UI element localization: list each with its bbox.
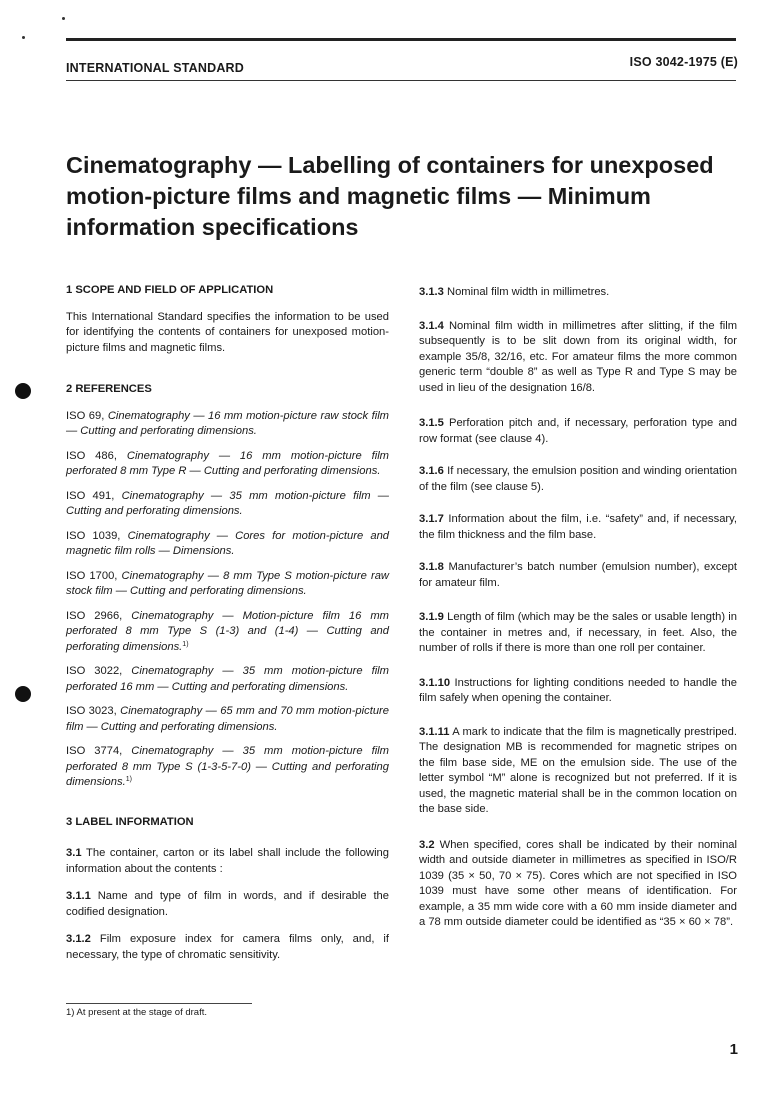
reference-item [66, 489, 389, 520]
clause-text: Nominal film width in millimetres after slitting, if the film subsequently is to be slit down from its original width, for example 35/8, 32/16, etc. For amateur films the more common generic term “double 8” as well as Type R and Type S may be used in lieu of the designation 16/8. [419, 319, 738, 394]
clause-number: 3.1.4 [419, 319, 444, 332]
footnote-rule [66, 1003, 252, 1004]
clause-number: 3.1.8 [419, 561, 444, 573]
clause-number: 3.1.2 [66, 933, 91, 945]
reference-code: ISO 69, [66, 409, 105, 422]
reference-item [66, 704, 389, 735]
reference-item [66, 449, 389, 480]
footnote-marker: 1) [125, 776, 132, 783]
reference-title: Cinematography — 16 mm motion-picture raw stock film — Cutting and perforating dimensions. [66, 409, 389, 437]
section-heading-references: 2 REFERENCES [66, 383, 152, 395]
document-title: Cinematography — Labelling of containers for unexposed motion-picture films and magnetic films — Minimum information specifications [66, 152, 714, 240]
punch-hole-mark [15, 383, 31, 399]
header-rule [66, 80, 736, 81]
clause-text: Nominal film width in millimetres. [447, 286, 610, 298]
footnote: 1) At present at the stage of draft. [66, 1007, 208, 1018]
reference-code: ISO 1039, [66, 529, 121, 542]
footnote-marker: 1) [182, 640, 189, 648]
clause-paragraph [419, 725, 737, 818]
clause-paragraph [66, 932, 389, 963]
reference-code: ISO 1700, [66, 569, 118, 582]
reference-item [66, 529, 389, 560]
reference-code: ISO 3774, [66, 745, 123, 757]
reference-title: Cinematography — 65 mm and 70 mm motion-picture film — Cutting and perforating dimensions. [66, 705, 389, 733]
clause-text: Manufacturer’s batch number (emulsion number), except for amateur film. [419, 561, 737, 589]
reference-title: Cinematography — Cores for motion-picture and magnetic film rolls — Dimensions. [66, 529, 390, 557]
section-heading-label-information: 3 LABEL INFORMATION [66, 815, 194, 828]
reference-item [66, 569, 389, 600]
scan-speck [22, 36, 25, 39]
clause-number: 3.1.11 [419, 725, 450, 738]
reference-title: Cinematography — Motion-picture film 16 mm perforated 8 mm Type S (1-3) and (1-4) — Cutting and perforating dimensions. [66, 609, 389, 653]
clause-paragraph [419, 610, 737, 657]
clause-number: 3.1.5 [419, 417, 444, 429]
clause-text: Name and type of film in words, and if desirable the codified designation. [66, 890, 389, 918]
clause-text: Perforation pitch and, if necessary, perforation type and row format (see clause 4). [419, 417, 738, 445]
top-rule [66, 38, 736, 41]
reference-title: Cinematography — 8 mm Type S motion-picture raw stock film — Cutting and perforating dimensions. [66, 569, 389, 597]
clause-text: Instructions for lighting conditions needed to handle the film safely when opening the container. [419, 676, 737, 704]
reference-code: ISO 486, [66, 449, 117, 462]
clause-number: 3.2 [419, 838, 435, 851]
clause-number: 3.1.10 [419, 676, 451, 689]
clause-paragraph [419, 676, 737, 707]
clause-text: Information about the film, i.e. “safety” and, if necessary, the film thickness and the film base. [419, 513, 738, 541]
clause-text: A mark to indicate that the film is magnetically prestriped. The designation MB is recommended for magnetic stripes on the film base side, ME on the emulsion side. The use of the letter symbol “M” alone is recognized but not preferred. If it is used, the magnetic material shall be in the common location on the base side. [419, 725, 737, 815]
reference-title: Cinematography — 35 mm motion-picture film perforated 8 mm Type S (1-3-5-7-0) — Cutting and perforating dimensions. [66, 745, 389, 788]
page-number: 1 [729, 1041, 738, 1058]
clause-paragraph [419, 416, 737, 447]
reference-code: ISO 3023, [66, 705, 117, 717]
clause-number: 3.1.3 [419, 286, 444, 298]
clause-paragraph [419, 512, 737, 543]
clause-paragraph [419, 464, 737, 495]
reference-item [66, 744, 389, 791]
right-column [419, 285, 737, 931]
clause-paragraph [419, 838, 737, 931]
clause-number: 3.1.9 [419, 611, 444, 623]
clause-number: 3.1.1 [66, 890, 91, 902]
clause-number: 3.1.6 [419, 465, 444, 477]
header-document-number: ISO 3042-1975 (E) [629, 55, 738, 69]
punch-hole-mark [15, 686, 31, 702]
reference-code: ISO 491, [66, 489, 115, 502]
clause-text: When specified, cores shall be indicated by their nominal width and outside diameter in millimetres as specified in ISO/R 1039 (35 × 50, 70 × 75). Cores which are not specified in ISO 1039 must have some other means of identification. For example, a 35 mm wide core with a 60 mm inside diameter and a 78 mm outside diameter could be identified as “35 × 60 × 78”. [419, 838, 737, 928]
reference-item [66, 664, 389, 695]
scope-paragraph: This International Standard specifies the information to be used for identifying the contents of containers for unexposed motion-picture films and magnetic films. [66, 310, 389, 354]
section-heading-scope: 1 SCOPE AND FIELD OF APPLICATION [66, 284, 274, 296]
reference-title: Cinematography — 16 mm motion-picture film perforated 8 mm Type R — Cutting and perforating dimensions. [66, 449, 390, 477]
clause-paragraph [419, 319, 737, 397]
clause-paragraph [66, 889, 389, 920]
clause-paragraph [419, 560, 737, 591]
left-column [66, 283, 389, 963]
clause-paragraph [66, 846, 389, 877]
clause-text: Length of film (which may be the sales or usable length) in the container in metres and, if necessary, in feet. Also, the number of rolls if there is more than one roll per container. [419, 611, 737, 654]
clause-number: 3.1.7 [419, 513, 444, 525]
clause-text: Film exposure index for camera films only, and, if necessary, the type of chromatic sensitivity. [66, 933, 389, 961]
reference-title: Cinematography — 35 mm motion-picture film — Cutting and perforating dimensions. [66, 489, 389, 517]
clause-number: 3.1 [66, 847, 82, 859]
clause-text: The container, carton or its label shall include the following information about the contents : [66, 847, 390, 875]
clause-paragraph [419, 285, 737, 301]
scan-speck [62, 17, 65, 20]
reference-item [66, 409, 389, 440]
reference-code: ISO 2966, [66, 609, 123, 622]
reference-code: ISO 3022, [66, 665, 123, 677]
reference-title: Cinematography — 35 mm motion-picture film perforated 16 mm — Cutting and perforating dimensions. [66, 665, 389, 693]
clause-text: If necessary, the emulsion position and winding orientation of the film (see clause 5). [419, 465, 738, 493]
header-standard-label: INTERNATIONAL STANDARD [66, 61, 245, 75]
reference-item [66, 609, 389, 656]
